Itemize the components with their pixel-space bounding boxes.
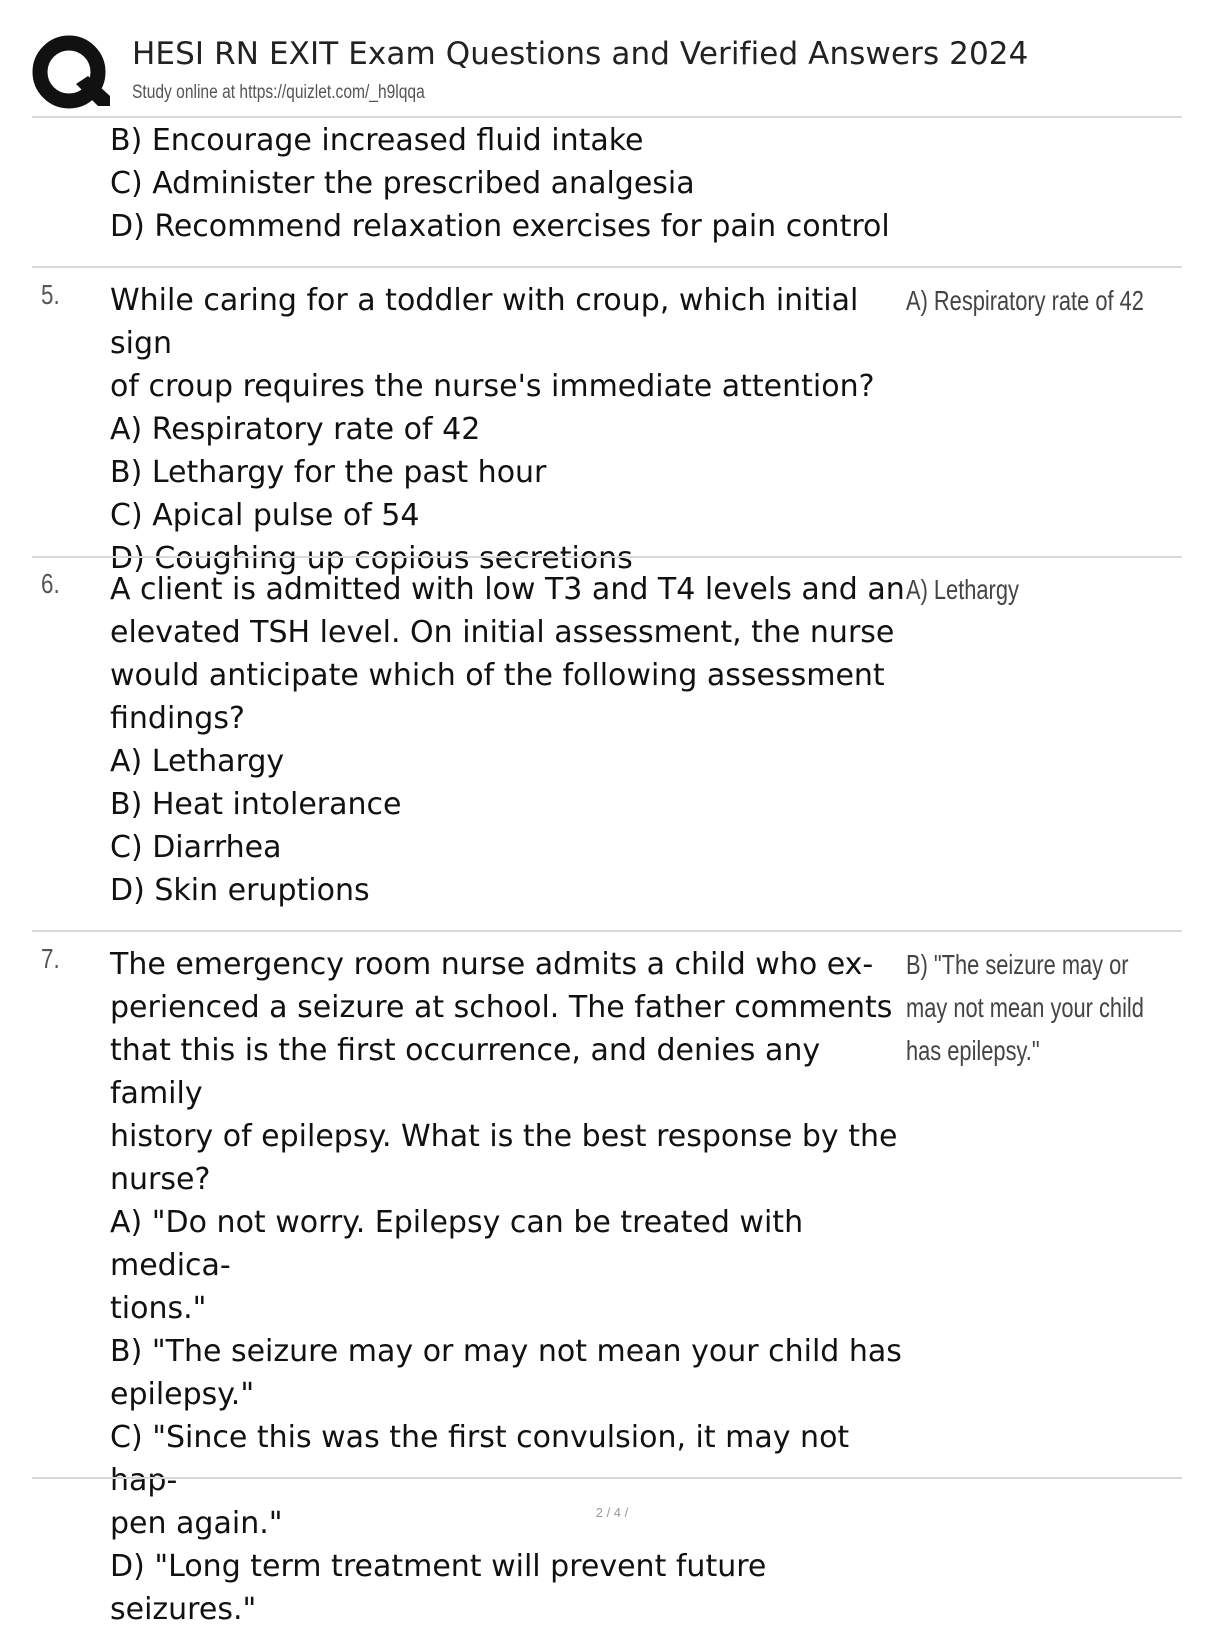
option-line: B) "The seizure may or may not mean your child has — [110, 1334, 902, 1369]
document-title: HESI RN EXIT Exam Questions and Verified Answers 2024 — [132, 36, 1029, 72]
question-line: that this is the first occurrence, and denies any family — [110, 1033, 821, 1111]
question-line: The emergency room nurse admits a child who ex- — [110, 947, 874, 982]
question-line: findings? — [110, 701, 245, 736]
question-line: elevated TSH level. On initial assessment, the nurse — [110, 615, 895, 650]
study-online-link[interactable]: Study online at https://quizlet.com/_h9lqqa — [132, 82, 425, 103]
option-line: A) "Do not worry. Epilepsy can be treated with medica- — [110, 1205, 804, 1283]
option-line: D) Skin eruptions — [110, 873, 370, 908]
option-line: epilepsy." — [110, 1377, 255, 1412]
page-header — [32, 30, 1182, 116]
question-number: 7. — [41, 943, 60, 974]
question-line: nurse? — [110, 1162, 211, 1197]
option-line: A) Respiratory rate of 42 — [110, 412, 481, 447]
question-4-options — [110, 119, 910, 248]
question-number: 5. — [41, 279, 60, 310]
page-number: 2 / 4 / — [595, 1505, 629, 1520]
option-line: A) Lethargy — [110, 744, 285, 779]
divider — [32, 556, 1182, 558]
answer-text — [906, 943, 1163, 1072]
option-line: D) Coughing up copious secretions — [110, 541, 633, 576]
question-text — [110, 279, 910, 580]
option-line: C) Diarrhea — [110, 830, 282, 865]
option-line: C) Apical pulse of 54 — [110, 498, 420, 533]
divider — [32, 266, 1182, 268]
question-text — [110, 568, 910, 912]
question-text — [110, 943, 910, 1631]
question-line: perienced a seizure at school. The father comments — [110, 990, 893, 1025]
option-line: B) Encourage increased fluid intake — [110, 123, 644, 158]
divider — [32, 930, 1182, 932]
answer-line: may not mean your child — [906, 992, 1144, 1023]
answer-line: has epilepsy." — [906, 1035, 1040, 1066]
question-number: 6. — [41, 568, 60, 599]
answer-line: A) Respiratory rate of 42 — [906, 285, 1144, 316]
option-line: C) "Since this was the first convulsion, it may not hap- — [110, 1420, 850, 1498]
answer-text — [906, 279, 1163, 322]
question-line: would anticipate which of the following assessment — [110, 658, 885, 693]
option-line: D) Recommend relaxation exercises for pain control — [110, 209, 890, 244]
quizlet-q-logo-icon — [32, 34, 112, 114]
question-line: A client is admitted with low T3 and T4 levels and an — [110, 572, 905, 607]
question-line: of croup requires the nurse's immediate attention? — [110, 369, 875, 404]
option-line: C) Administer the prescribed analgesia — [110, 166, 695, 201]
option-line: B) Lethargy for the past hour — [110, 455, 547, 490]
divider — [32, 1477, 1182, 1479]
answer-line: B) "The seizure may or — [906, 949, 1129, 980]
option-line: B) Heat intolerance — [110, 787, 402, 822]
option-line: D) "Long term treatment will prevent future seizures." — [110, 1549, 767, 1627]
answer-text — [906, 568, 1163, 611]
option-line: tions." — [110, 1291, 207, 1326]
option-line: pen again." — [110, 1506, 283, 1541]
question-line: While caring for a toddler with croup, which initial sign — [110, 283, 859, 361]
answer-line: A) Lethargy — [906, 574, 1019, 605]
divider — [32, 116, 1182, 118]
question-line: history of epilepsy. What is the best response by the — [110, 1119, 898, 1154]
